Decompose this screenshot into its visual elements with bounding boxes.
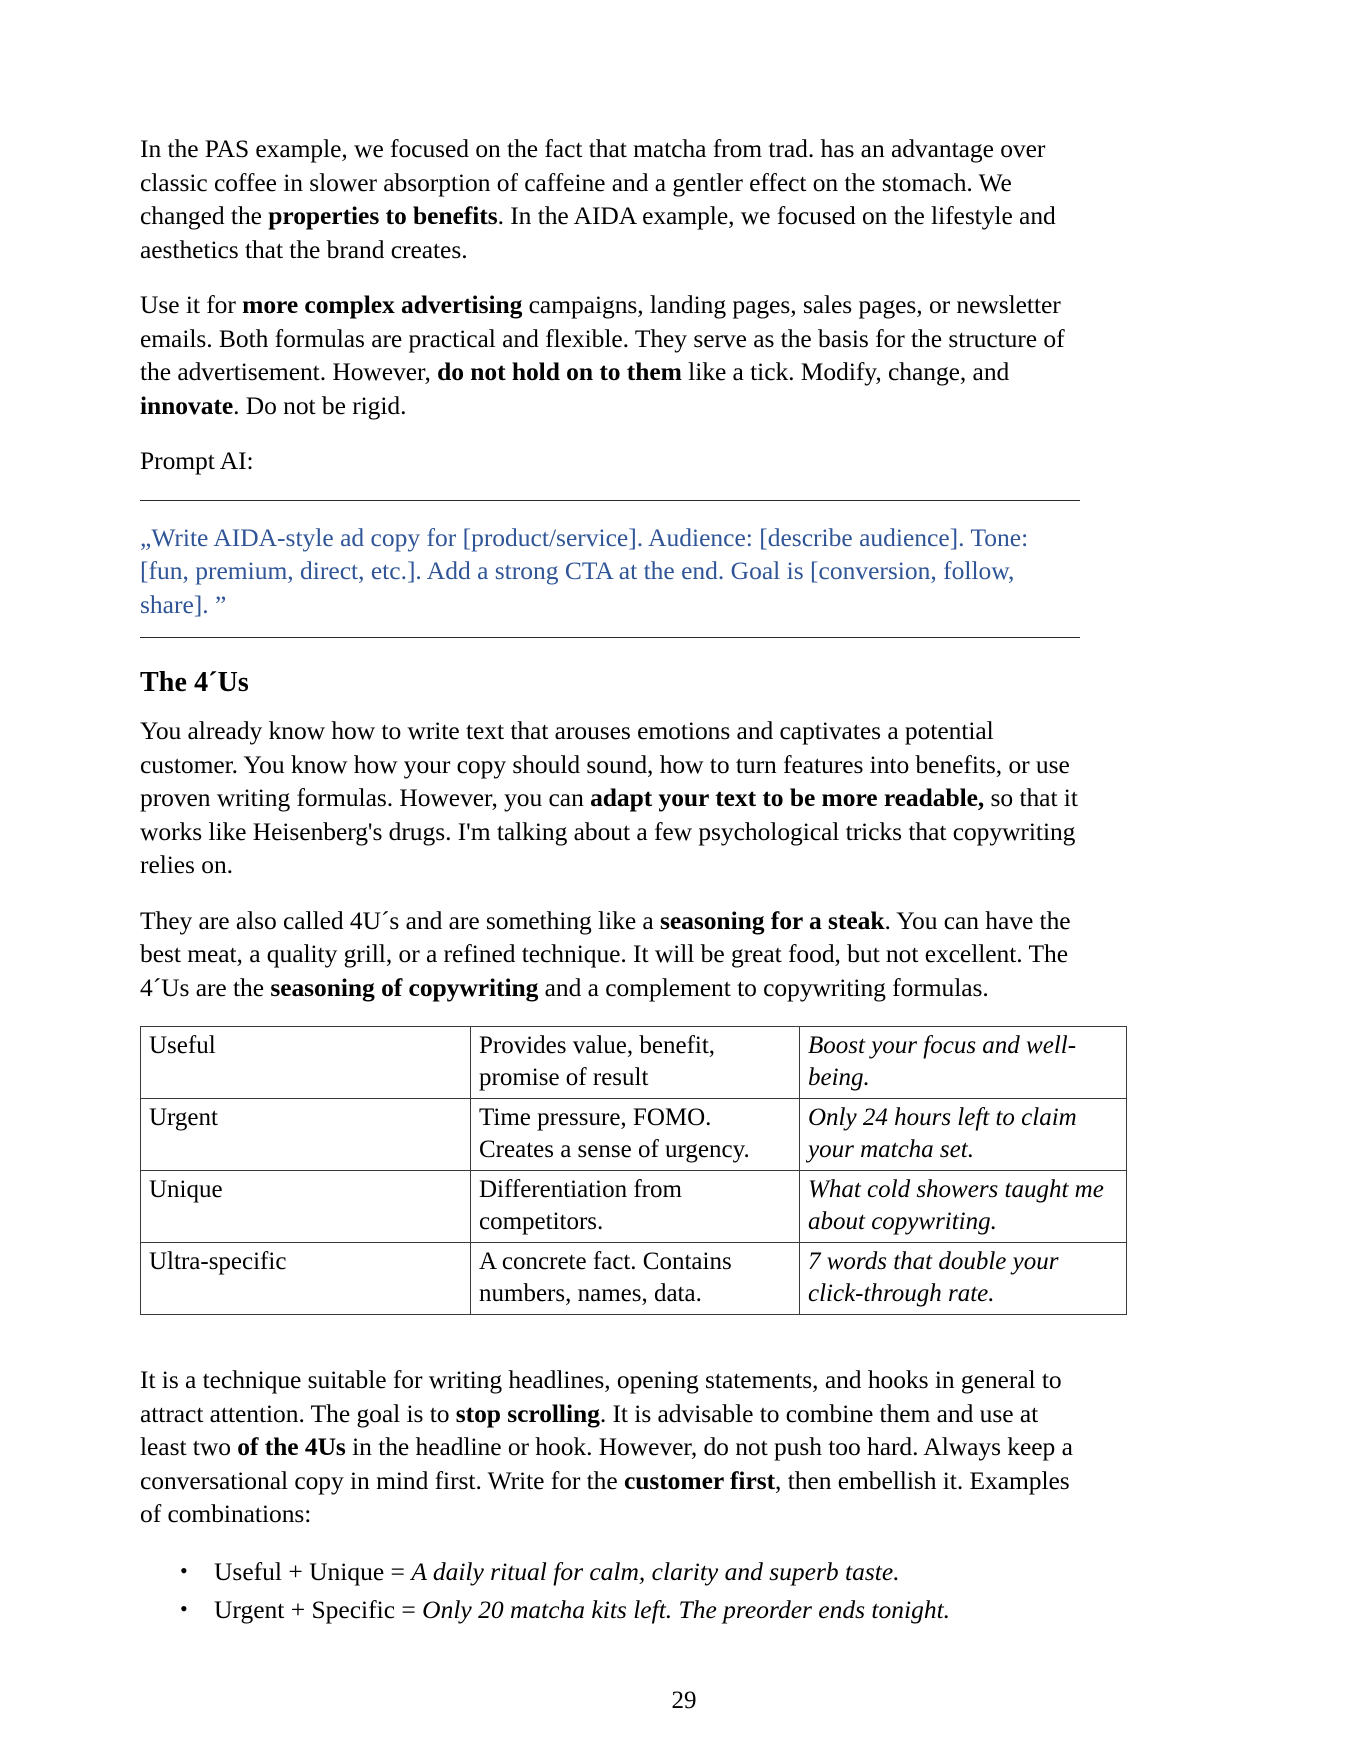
list-item <box>180 1591 1080 1629</box>
paragraph-technique-suitable <box>140 1363 1080 1531</box>
paragraph-text-segment: Use it for <box>140 290 243 319</box>
paragraph-text-segment: In the PAS example, we focused on the fact that matcha from trad. has an advantage over classic coffee in slower absorption of caffeine and a gentler effect on the stomach. We changed the <box>140 134 1046 230</box>
combo-example: A daily ritual for calm, clarity and superb taste. <box>411 1556 900 1586</box>
table-cell-name: Useful <box>141 1027 471 1099</box>
paragraph-text-segment: so that it works like Heisenberg's drugs. I'm talking about a few psychological tricks that copywriting relies on. <box>140 783 1078 879</box>
page-title: The 4´Us <box>140 667 249 698</box>
paragraph-text-segment: . It is advisable to combine them and use at least two <box>140 1398 1039 1461</box>
paragraph-prompt-ai-label: Prompt AI: <box>140 446 254 475</box>
combination-examples-list <box>140 1553 1080 1629</box>
table-cell-definition: A concrete fact. Contains numbers, names, data. <box>471 1243 800 1315</box>
table-cell-example: 7 words that double your click-through rate. <box>800 1243 1127 1315</box>
bullet-icon: • <box>180 1557 188 1583</box>
combo-label: Urgent + Specific = <box>214 1594 423 1624</box>
table-cell-name: Ultra-specific <box>141 1243 471 1315</box>
paragraph-text-segment: like a tick. Modify, change, and <box>681 357 1010 386</box>
prompt-ai-text: „Write AIDA-style ad copy for [product/service]. Audience: [describe audience]. Tone: [fun, premium, direct, etc.]. Add a strong CTA at the end. Goal is [conversion, follow, share]. ” <box>140 522 1029 619</box>
paragraph-text-segment: . Do not be rigid. <box>233 390 407 420</box>
four-us-table <box>140 1026 1127 1315</box>
bullet-icon: • <box>180 1595 188 1621</box>
paragraph-you-already-know <box>140 714 1080 882</box>
bold-customer-first: customer first <box>623 1465 776 1495</box>
table-cell-definition: Provides value, benefit, promise of result <box>471 1027 800 1099</box>
bold-of-the-4us: of the 4Us <box>237 1432 346 1461</box>
table-spacer <box>140 1329 1080 1363</box>
table-row <box>141 1171 1127 1243</box>
bold-innovate: innovate <box>140 390 234 420</box>
table-cell-name: Urgent <box>141 1099 471 1171</box>
table-cell-name: Unique <box>141 1171 471 1243</box>
combo-label: Useful + Unique = <box>214 1556 412 1586</box>
bold-adapt-your-text: adapt your text to be more readable, <box>590 783 985 812</box>
bold-more-complex-advertising: more complex advertising <box>242 290 523 319</box>
paragraph-text-segment: They are also called 4U´s and are something like a <box>140 905 661 935</box>
paragraph-text-segment: You already know how to write text that arouses emotions and captivates a potential customer. You know how your copy should sound, how to turn features into benefits, or use proven writing formulas. However, you can <box>140 716 1070 812</box>
bold-stop-scrolling: stop scrolling <box>455 1398 600 1428</box>
table-cell-definition: Time pressure, FOMO. Creates a sense of urgency. <box>471 1099 800 1171</box>
paragraph-use-it-for <box>140 288 1080 422</box>
paragraph-text-segment: . In the AIDA example, we focused on the lifestyle and aesthetics that the brand creates. <box>140 201 1056 264</box>
paragraph-text-segment: and a complement to copywriting formulas. <box>538 972 989 1002</box>
paragraph-text-segment: campaigns, landing pages, sales pages, or newsletter emails. Both formulas are practical and flexible. They serve as the basis for the structure of the advertisement. However, <box>140 290 1065 386</box>
prompt-rule-bottom <box>140 637 1080 638</box>
table-body <box>141 1027 1127 1315</box>
table-row <box>141 1099 1127 1171</box>
paragraph-seasoning-for-a-steak <box>140 904 1080 1005</box>
table-cell-example: What cold showers taught me about copywriting. <box>800 1171 1127 1243</box>
table-row <box>141 1243 1127 1315</box>
table-row <box>141 1027 1127 1099</box>
bold-do-not-hold-on-to-them: do not hold on to them <box>437 357 682 386</box>
list-item <box>180 1553 1080 1591</box>
paragraph-text-segment: , then embellish it. Examples of combinations: <box>140 1465 1070 1528</box>
combo-example: Only 20 matcha kits left. The preorder ends tonight. <box>422 1594 951 1624</box>
table-cell-definition: Differentiation from competitors. <box>471 1171 800 1243</box>
table-cell-example: Boost your focus and well-being. <box>800 1027 1127 1099</box>
paragraph-text-segment: in the headline or hook. However, do not push too hard. Always keep a conversational copy in mind first. Write for the <box>140 1432 1073 1495</box>
bold-seasoning-of-copywriting: seasoning of copywriting <box>270 972 539 1002</box>
prompt-ai-block <box>140 500 1080 639</box>
bold-seasoning-for-a-steak: seasoning for a steak <box>660 905 885 935</box>
paragraph-text-segment: . You can have the best meat, a quality grill, or a refined technique. It will be great food, but not excellent. The 4´Us are the <box>140 905 1071 1002</box>
paragraph-text-segment: It is a technique suitable for writing headlines, opening statements, and hooks in general to attract attention. The goal is to <box>140 1365 1062 1428</box>
page-content <box>140 132 1104 1629</box>
bold-properties-to-benefits: properties to benefits <box>268 201 498 230</box>
paragraph-pas-example <box>140 132 1080 266</box>
table-cell-example: Only 24 hours left to claim your matcha set. <box>800 1099 1127 1171</box>
page-number: 29 <box>671 1687 697 1714</box>
